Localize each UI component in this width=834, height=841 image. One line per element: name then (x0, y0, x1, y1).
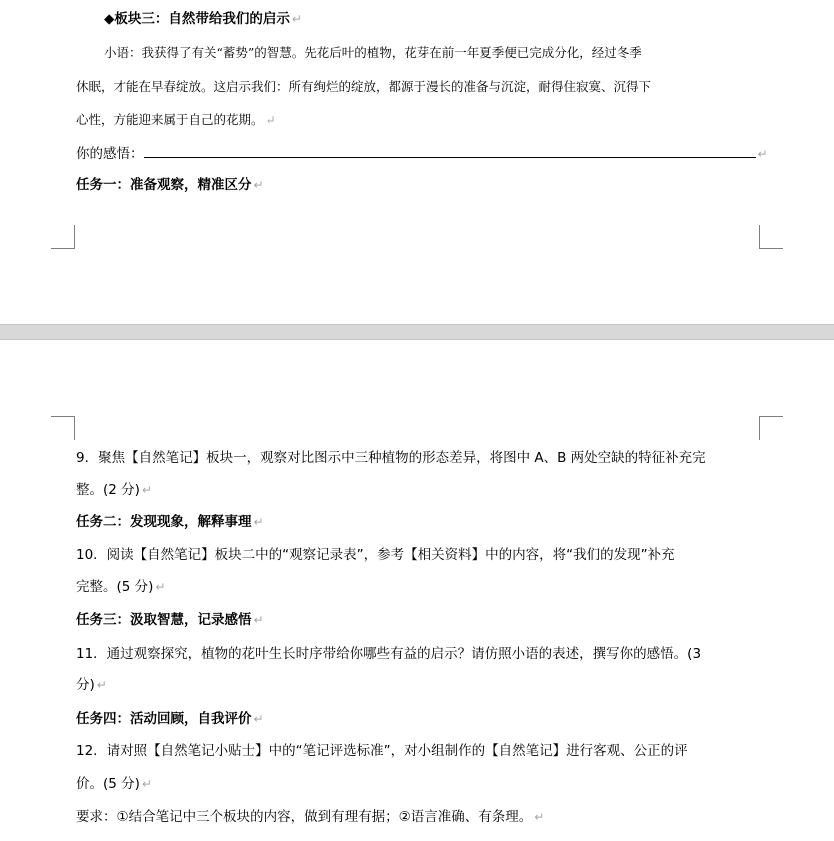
document-page-1 (0, 0, 834, 324)
crop-mark-top-right-icon (759, 416, 783, 440)
paragraph-mark-icon: ↵ (253, 178, 264, 192)
question-10-line-1: 10．阅读【自然笔记】板块二中的“观察记录表”，参考【相关资料】中的内容，将“我们的发现”补充 (76, 547, 675, 563)
note-line-3: 心性，方能迎来属于自己的花期。 ↵ (76, 112, 276, 127)
crop-mark-top-left-icon (51, 416, 75, 440)
page-gap (0, 324, 834, 340)
task1-heading: 任务一：准备观察，精准区分 ↵ (76, 177, 264, 193)
task4-heading: 任务四：活动回顾，自我评价 ↵ (76, 711, 264, 727)
question-12-line-1: 12．请对照【自然笔记小贴士】中的“笔记评选标准”，对小组制作的【自然笔记】进行客观、公正的评 (76, 743, 688, 759)
crop-mark-bottom-right-icon (759, 225, 783, 249)
paragraph-mark-icon: ↵ (141, 777, 152, 791)
paragraph-mark-icon: ↵ (155, 580, 166, 594)
question-12-line-2: 价。(5 分) ↵ (76, 776, 152, 792)
task3-heading: 任务三：汲取智慧，记录感悟 ↵ (76, 612, 264, 628)
paragraph-mark-icon: ↵ (291, 12, 302, 26)
note-line-1: 小语：我获得了有关“蓄势”的智慧。先花后叶的植物，花芽在前一年夏季便已完成分化，经过冬季 (104, 45, 642, 60)
question-10-line-2: 完整。(5 分) ↵ (76, 579, 166, 595)
question-9-line-2: 整。(2 分) ↵ (76, 482, 152, 498)
paragraph-mark-icon: ↵ (265, 113, 276, 127)
feeling-line (76, 143, 768, 163)
document-page-2 (0, 340, 834, 841)
requirement-line: 要求：①结合笔记中三个板块的内容，做到有理有据；②语言准确、有条理。 ↵ (76, 809, 545, 825)
feeling-answer-blank[interactable] (144, 143, 756, 158)
paragraph-mark-icon: ↵ (534, 810, 545, 824)
note-line-2: 休眠，才能在早春绽放。这启示我们：所有绚烂的绽放，都源于漫长的准备与沉淀，耐得住寂寞、沉得下 (76, 79, 652, 94)
paragraph-mark-icon: ↵ (96, 678, 107, 692)
section-heading: ◆板块三：自然带给我们的启示 ↵ (104, 11, 302, 27)
paragraph-mark-icon: ↵ (757, 147, 768, 161)
paragraph-mark-icon: ↵ (253, 515, 264, 529)
question-11-line-1: 11．通过观察探究，植物的花叶生长时序带给你哪些有益的启示？请仿照小语的表述，撰写你的感悟。(3 (76, 646, 702, 662)
feeling-label: 你的感悟： (76, 146, 144, 162)
task2-heading: 任务二：发现现象，解释事理 ↵ (76, 514, 264, 530)
question-11-line-2: 分) ↵ (76, 677, 107, 693)
paragraph-mark-icon: ↵ (253, 712, 264, 726)
paragraph-mark-icon: ↵ (141, 483, 152, 497)
crop-mark-bottom-left-icon (51, 225, 75, 249)
paragraph-mark-icon: ↵ (253, 613, 264, 627)
question-9-line-1: 9．聚焦【自然笔记】板块一，观察对比图示中三种植物的形态差异，将图中 A、B 两处空缺的特征补充完 (76, 450, 706, 466)
